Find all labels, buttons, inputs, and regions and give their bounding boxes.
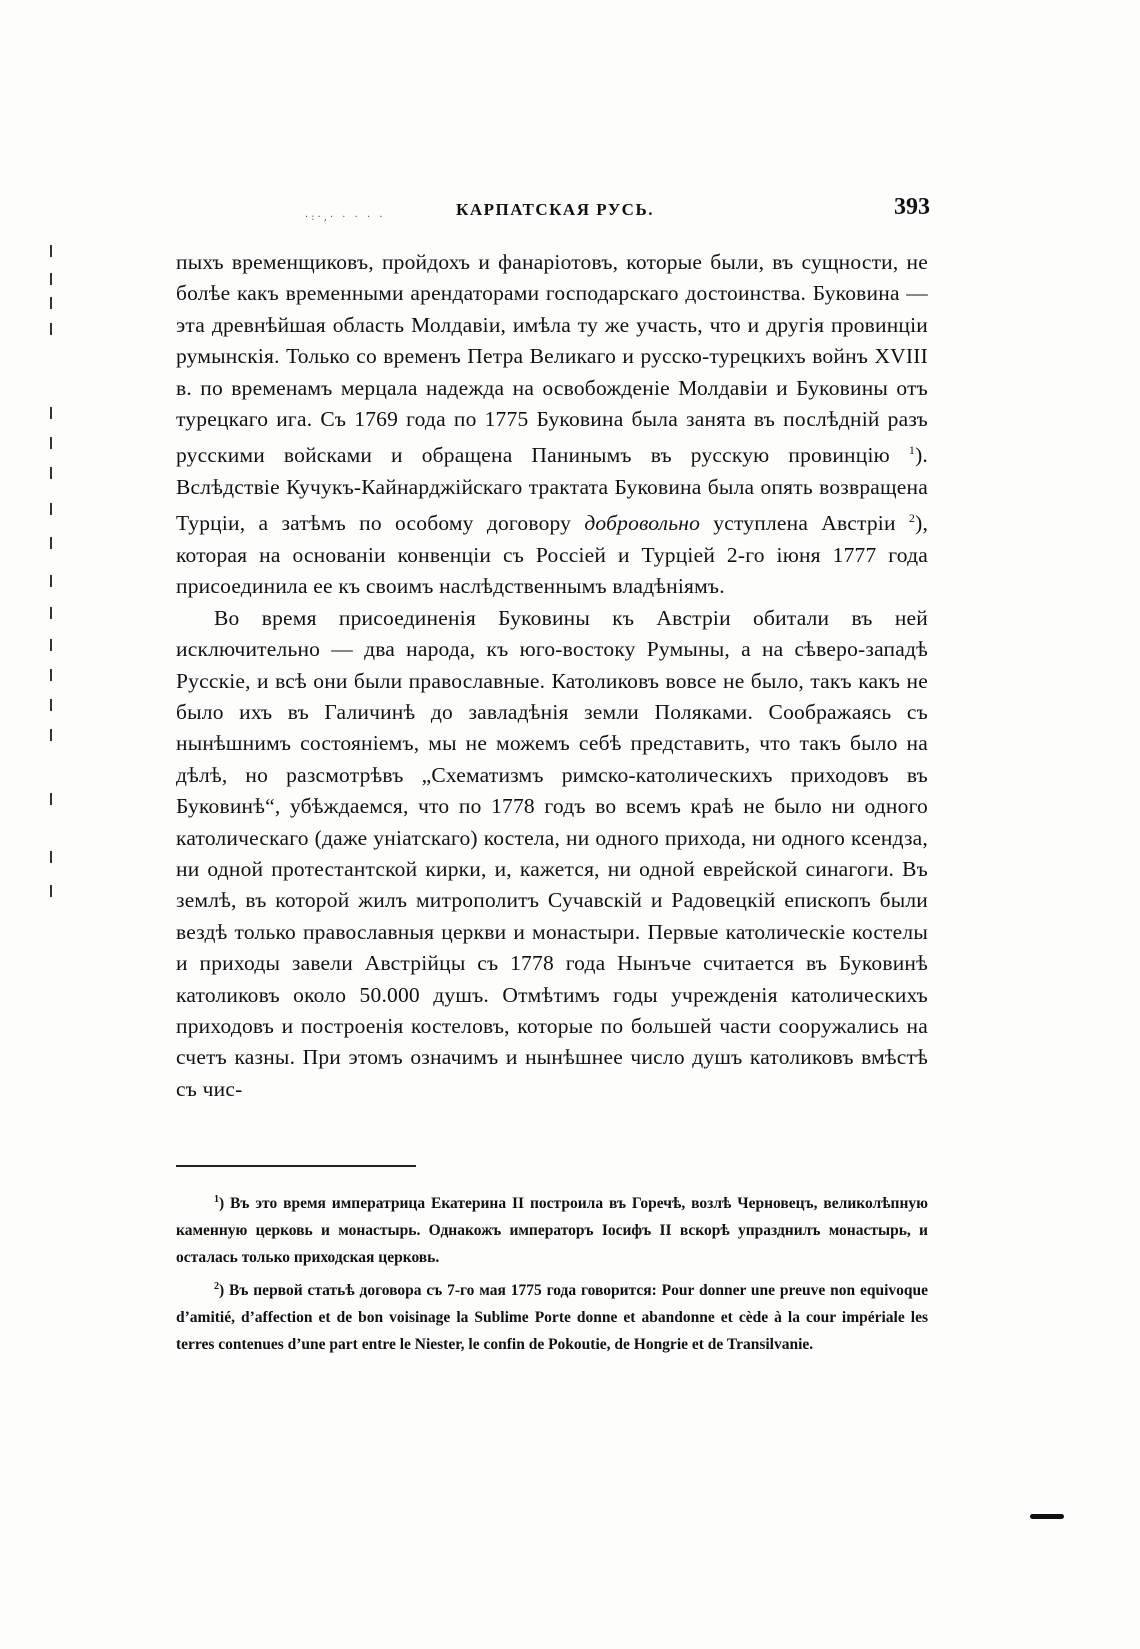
margin-tick [50,537,52,549]
margin-tick [50,851,52,863]
paragraph-1-part-c: уступлена Австріи [713,511,896,536]
margin-tick [50,273,52,285]
footnote-1 [176,1186,928,1271]
paragraph-1 [176,247,928,603]
margin-tick [50,575,52,587]
footnote-ref-2: 2 [908,511,916,526]
paragraph-1-part-b: ). Вслѣдствіе Кучукъ-Кайнарджійскаго трактата Буковина была опять возвращена Турціи, а затѣмъ по особому договору [176,443,928,536]
margin-tick [50,729,52,741]
margin-marks [46,245,58,965]
margin-tick [50,245,52,257]
footnote-marker: 2 [214,1281,219,1293]
margin-tick [50,885,52,897]
page-number: 393 [894,194,930,220]
scan-artifact-mark [1030,1514,1064,1519]
margin-tick [50,407,52,419]
footnote-marker: 1 [214,1194,219,1205]
footnotes [176,1186,928,1360]
margin-tick [50,503,52,515]
paragraph-1-part-a: пыхъ временщиковъ, пройдохъ и фанаріотовъ, которые были, въ сущности, не болѣе какъ временными арендаторами господарскаго достоинства. Буковина — эта древнѣйшая область Молдавіи, имѣла ту же участь, что и другія провинціи румынскія. Только со временъ Петра Великаго и русско-турецкихъ войнъ XVIII в. по временамъ мерцала надежда на освобожденіе Молдавіи и Буковины отъ турецкаго ига. Съ 1769 года по 1775 Буковина была занята въ послѣдній разъ русскими войсками и обращена Панинымъ въ русскую провинцію [176,250,928,468]
main-text [176,247,928,1105]
footnote-separator [176,1165,416,1167]
running-title: КАРПАТСКАЯ РУСЬ. [456,200,654,219]
paragraph-1-part-d: ), которая на основаніи конвенціи съ Россіей и Турціей 2-го іюня 1777 года присоединила ее къ своимъ наслѣдственнымъ владѣніямъ. [176,511,929,599]
page-header [170,194,930,228]
footnote-text: ) Въ это время императрица Екатерина II построила въ Горечѣ, возлѣ Черновецъ, великолѣпную каменную церковь и монастырь. Однакожъ императоръ Іосифъ II вскорѣ упразднилъ монастырь, и осталась только приходская церковь. [176,1195,928,1267]
margin-tick [50,297,52,309]
margin-tick [50,699,52,711]
margin-tick [50,323,52,335]
margin-tick [50,639,52,651]
margin-tick [50,467,52,479]
print-specks: ·:·,· · · · · [305,212,386,223]
footnote-2 [176,1273,928,1358]
margin-tick [50,607,52,619]
margin-tick [50,793,52,805]
margin-tick [50,669,52,681]
italic-word: добровольно [584,511,701,536]
footnote-text: ) Въ первой статьѣ договора съ 7-го мая 1775 года говорится: Pour donner une preuve non equivoque d’amitié, d’affection et de bon voisinage la Sublime Porte donne et abandonne et cède à la cour impériale les terres contenues d’une part entre le Niester, le confin de Pokoutie, de Hongrie et de Transilvanie. [176,1282,928,1354]
footnote-ref-1: 1 [908,443,916,458]
paragraph-2: Во время присоединенія Буковины къ Австріи обитали въ ней исключительно — два народа, къ юго-востоку Румыны, а на сѣверо-западѣ Русскіе, и всѣ они были православные. Католиковъ вовсе не было, такъ какъ не было ихъ въ Галичинѣ до завладѣнія земли Поляками. Соображаясь съ нынѣшнимъ состояніемъ, мы не можемъ себѣ представить, что такъ было на дѣлѣ, но разсмотрѣвъ „Схематизмъ римско-католическихъ приходовъ въ Буковинѣ“, убѣждаемся, что по 1778 годъ во всемъ краѣ не было ни одного католическаго (даже уніатскаго) костела, ни одного прихода, ни одного ксендза, ни одной протестантской кирки, и, кажется, ни одной еврейской синагоги. Въ землѣ, въ которой жилъ митрополитъ Сучавскій и Радовецкій епископъ были вездѣ только православныя церкви и монастыри. Первые католическіе костелы и приходы завели Австрійцы съ 1778 года Нынъче считается въ Буковинѣ католиковъ около 50.000 душъ. Отмѣтимъ годы учрежденія католическихъ приходовъ и построенія костеловъ, которые по большей части сооружались на счетъ казны. При этомъ означимъ и нынѣшнее число душъ католиковъ вмѣстѣ съ чис- [176,605,928,1101]
margin-tick [50,437,52,449]
